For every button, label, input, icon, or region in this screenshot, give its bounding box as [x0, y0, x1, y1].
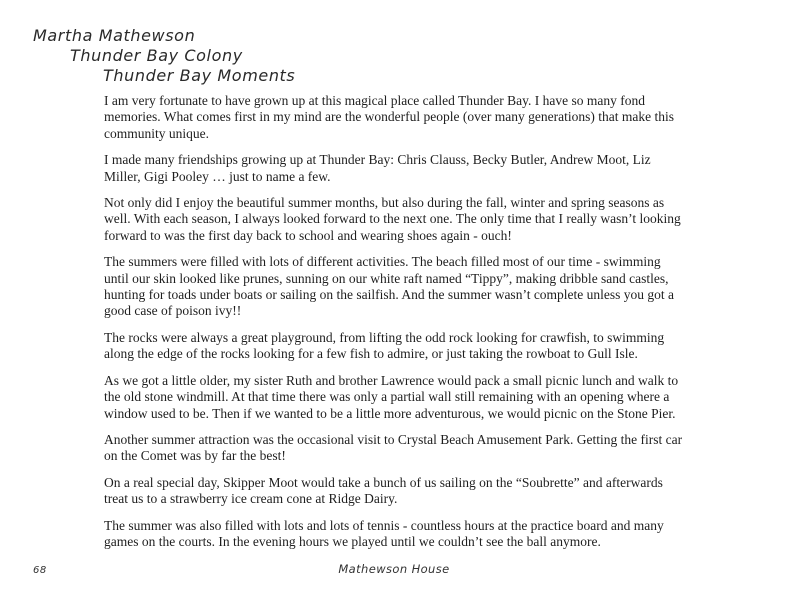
page-heading — [33, 26, 295, 86]
page-number: 68 — [33, 565, 47, 576]
paragraph: Not only did I enjoy the beautiful summer months, but also during the fall, winter and spring seasons as well. With each season, I always looked forward to the next one. The only time that I really wasn’t looking forward to was the first day back to school and wearing shoes again - ouch! — [104, 195, 681, 243]
paragraph: On a real special day, Skipper Moot would take a bunch of us sailing on the “Soubrette” and afterwards treat us to a strawberry ice cream cone at Ridge Dairy. — [104, 474, 663, 507]
paragraph: The summers were filled with lots of different activities. The beach filled most of our time - swimming until our skin looked like prunes, sunning on our white raft named “Tippy”, making dribble sand castles, hunting for toads under boats or sailing on the sailfish. And the summer wasn’t complete unless you got a good case of poison ivy!! — [104, 254, 675, 319]
paragraph: Another summer attraction was the occasional visit to Crystal Beach Amusement Park. Getting the first car on the Comet was by far the best! — [104, 431, 683, 464]
paragraph: The rocks were always a great playground, from lifting the odd rock looking for crawfish, to swimming along the edge of the rocks looking for a few fish to admire, or just taking the rowboat to Gull Isle. — [104, 329, 665, 362]
paragraph: I am very fortunate to have grown up at this magical place called Thunder Bay. I have so many fond memories. What comes first in my mind are the wonderful people (over many generations) that make this community unique. — [104, 93, 674, 141]
colony-title: Thunder Bay Colony — [70, 46, 243, 65]
paragraph: I made many friendships growing up at Thunder Bay: Chris Clauss, Becky Butler, Andrew Moot, Liz Miller, Gigi Pooley … just to name a few. — [104, 152, 651, 184]
paragraph: The summer was also filled with lots and lots of tennis - countless hours at the practice board and many games on the courts. In the evening hours we played until we couldn’t see the ball anymore. — [104, 517, 664, 549]
author-name: Martha Mathewson — [33, 26, 196, 45]
chapter-title: Thunder Bay Moments — [103, 66, 296, 85]
running-title: Mathewson House — [338, 562, 450, 576]
page-footer — [0, 562, 788, 586]
body-text — [104, 93, 688, 560]
paragraph: As we got a little older, my sister Ruth and brother Lawrence would pack a small picnic lunch and walk to the old stone windmill. At that time there was only a partial wall still remaining with an opening where a window used to be. Then if we wanted to be a little more adventurous, we would picnic on the Stone Pier. — [104, 372, 679, 421]
